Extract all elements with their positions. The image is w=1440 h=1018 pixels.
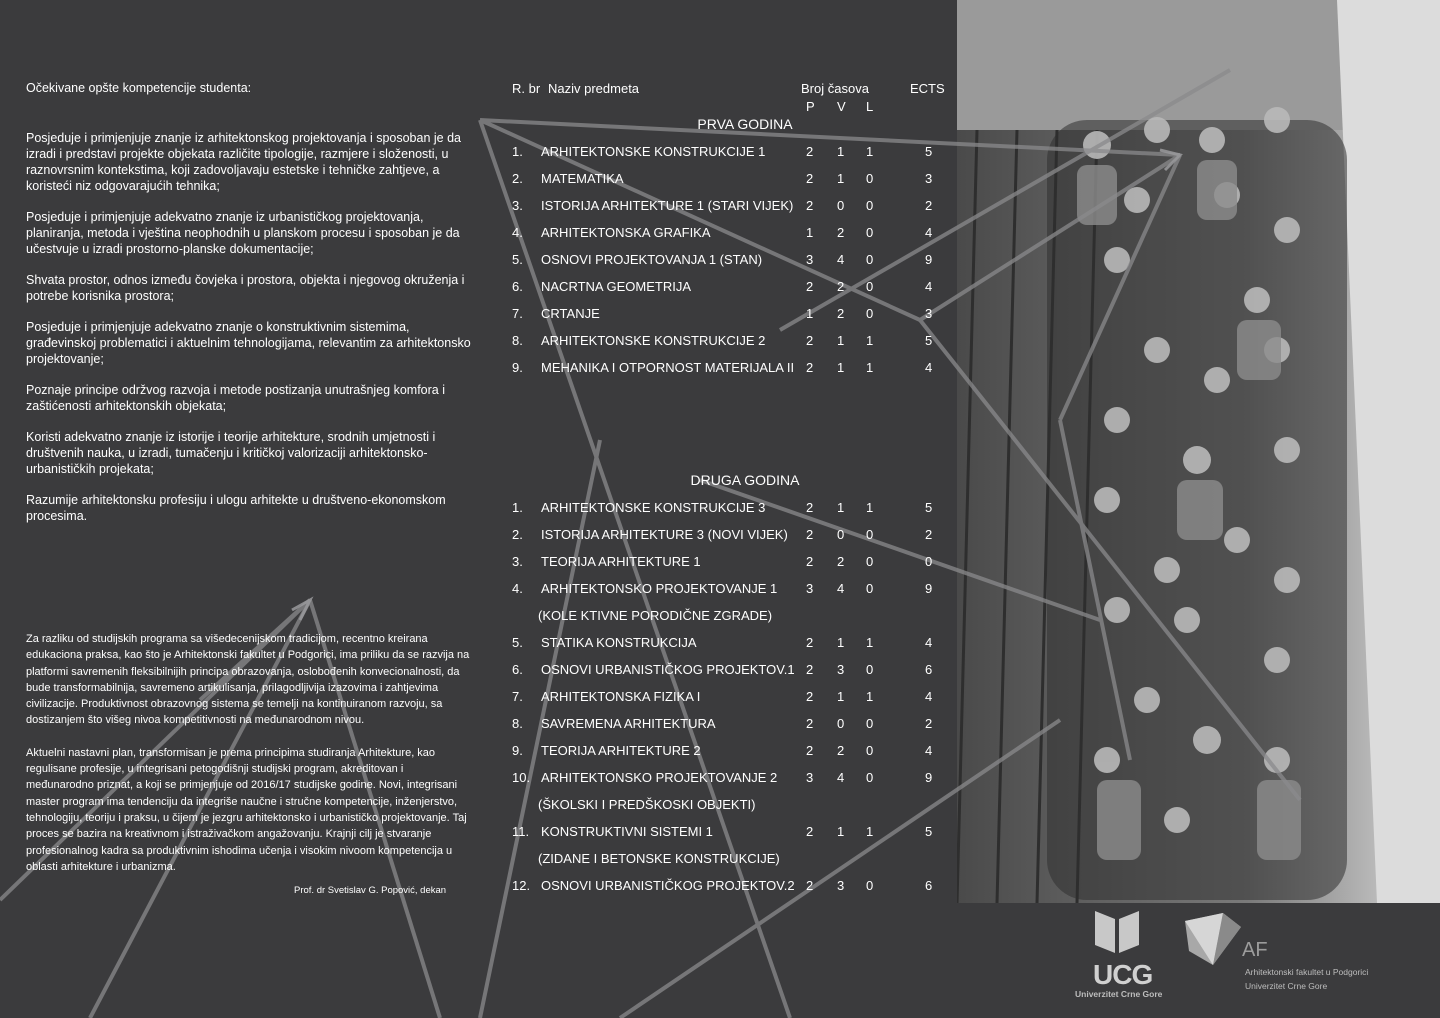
hours-p: 2 (806, 279, 814, 294)
course-row (505, 770, 945, 790)
course-number: 10. (512, 770, 531, 785)
hours-v: 2 (837, 306, 845, 321)
course-name: ARHITEKTONSKA FIZIKA I (541, 689, 701, 704)
course-ects: 4 (925, 279, 933, 294)
hours-l: 0 (866, 743, 874, 758)
intro-paragraph: Aktuelni nastavni plan, transformisan je prema principima studiranja Arhitekture, kao regulisane profesije, u integrisani petogodišnji studijski program, akreditovan i međunarodno priznat, a koji se primjenjuje od 2016/17 studijske godine. Novi, integrisani master program ima tendenciju da integriše naučne i stručne kompetencije, inženjerstvo, tehnologiju, teoriju i praksu, u čijem je jezgru arhitektonsko i urbanističko projektovanje. Taj proces se bazira na kreativnom i istraživačkom angažovanju. Krajnji cilj je stvaranje profesionalnog kadra sa produktivnim ishodima učenja i visokim nivoom kompetencija u oblasti arhitekture i urbanizma. (26, 746, 467, 873)
course-ects: 2 (925, 198, 933, 213)
hours-l: 1 (866, 360, 874, 375)
hours-v: 2 (837, 225, 845, 240)
hours-l: 0 (866, 662, 874, 677)
course-name: ISTORIJA ARHITEKTURE 3 (NOVI VIJEK) (541, 527, 788, 542)
course-number: 7. (512, 306, 523, 321)
course-row (505, 225, 945, 245)
course-row (505, 527, 945, 547)
course-ects: 2 (925, 716, 933, 731)
course-number: 8. (512, 333, 523, 348)
hours-l: 0 (866, 716, 874, 731)
course-ects: 3 (925, 171, 933, 186)
intro-paragraph: Za razliku od studijskih programa sa višedecenijskom tradicijom, recentno kreirana edukaciona praksa, kao što je Arhitektonski fakultet u Podgorici, ima priliku da se razvija na platformi savremenih fleksibilnijih principa obrazovanja, oslobođenih konvecionalnosti, da bude transformabilnija, savremeno artikulisanja, prilagodljivija izazovima i zahtjevima civilizacije. Produktivnost obrazovnog sistema se temelji na kontinuiranom razvoju, sa dostizanjem što višeg nivoa kompetitivnosti na međunarodnom nivou. (26, 633, 470, 727)
hours-v: 0 (837, 716, 845, 731)
course-name: MEHANIKA I OTPORNOST MATERIJALA II (541, 360, 795, 375)
af-logo-text: AF (1242, 939, 1268, 961)
course-row (505, 306, 945, 326)
course-number: 7. (512, 689, 523, 704)
hours-v: 4 (837, 581, 845, 596)
course-ects: 9 (925, 770, 933, 785)
course-name: MATEMATIKA (541, 171, 624, 186)
hours-l: 0 (866, 770, 874, 785)
hours-p: 2 (806, 500, 814, 515)
course-number: 2. (512, 527, 523, 542)
hours-l: 0 (866, 581, 874, 596)
ucg-book-icon (1093, 909, 1143, 955)
course-number: 4. (512, 581, 523, 596)
course-number: 5. (512, 252, 523, 267)
hours-v: 0 (837, 198, 845, 213)
hours-l: 0 (866, 306, 874, 321)
hours-p: 3 (806, 581, 814, 596)
course-row (505, 743, 945, 763)
course-row (505, 252, 945, 272)
hours-v: 1 (837, 500, 845, 515)
hours-l: 1 (866, 500, 874, 515)
course-name-continuation: (ZIDANE I BETONSKE KONSTRUKCIJE) (538, 851, 780, 866)
course-number: 1. (512, 500, 523, 515)
course-name: TEORIJA ARHITEKTURE 1 (541, 554, 701, 569)
hours-l: 0 (866, 225, 874, 240)
logos-bar (957, 903, 1440, 1018)
header-rbr: R. br (512, 81, 541, 96)
header-ects: ECTS (910, 81, 945, 96)
competence-item: Poznaje principe održvog razvoja i metode postizanja unutrašnjeg komfora i zaštićenosti arhitektonskih objekata; (26, 383, 445, 413)
course-ects: 5 (925, 500, 933, 515)
competence-item: Posjeduje i primjenjuje znanje iz arhitektonskog projektovanja i sposoban je da izradi i predstavi projekte objekata različite tipologije, razmjere i složenosti, u raznovrsnim kontekstima, koji zadovoljavaju estetske i tehničke zahtjeve, a koristeći niz odgovarajućih tehnika; (26, 131, 461, 193)
competence-item: Razumije arhitektonsku profesiju i ulogu arhitekte u društveno-ekonomskom procesima. (26, 493, 446, 523)
course-name: OSNOVI URBANISTIČKOG PROJEKTOV.1 (541, 662, 795, 677)
intro-text (26, 631, 474, 891)
course-ects: 4 (925, 225, 933, 240)
course-name: ARHITEKTONSKO PROJEKTOVANJE 2 (541, 770, 778, 785)
course-number: 1. (512, 144, 523, 159)
students-photo-image (957, 0, 1440, 903)
hours-p: 2 (806, 824, 814, 839)
course-name-continuation: (KOLE KTIVNE PORODIČNE ZGRADE) (538, 608, 773, 623)
course-number: 3. (512, 198, 523, 213)
course-ects: 4 (925, 743, 933, 758)
hours-l: 1 (866, 824, 874, 839)
course-ects: 4 (925, 689, 933, 704)
course-name: ARHITEKTONSKE KONSTRUKCIJE 2 (541, 333, 766, 348)
hours-l: 1 (866, 635, 874, 650)
hours-p: 2 (806, 171, 814, 186)
course-number: 4. (512, 225, 523, 240)
course-row (505, 333, 945, 353)
hours-p: 2 (806, 527, 814, 542)
hours-p: 2 (806, 198, 814, 213)
course-row (505, 878, 945, 898)
hours-v: 1 (837, 824, 845, 839)
hours-p: 2 (806, 743, 814, 758)
hours-v: 1 (837, 333, 845, 348)
course-name: ARHITEKTONSKE KONSTRUKCIJE 3 (541, 500, 766, 515)
course-row (505, 171, 945, 191)
header-broj-casova: Broj časova (801, 81, 869, 96)
course-number: 8. (512, 716, 523, 731)
course-name: STATIKA KONSTRUKCIJA (541, 635, 697, 650)
course-ects: 4 (925, 635, 933, 650)
course-number: 9. (512, 743, 523, 758)
course-ects: 2 (925, 527, 933, 542)
course-number: 3. (512, 554, 523, 569)
hours-v: 1 (837, 360, 845, 375)
course-ects: 5 (925, 824, 933, 839)
course-ects: 6 (925, 878, 933, 893)
competences-list (26, 130, 481, 539)
hours-v: 4 (837, 252, 845, 267)
hours-v: 1 (837, 635, 845, 650)
course-number: 6. (512, 279, 523, 294)
students-photo (957, 0, 1440, 903)
course-ects: 5 (925, 144, 933, 159)
hours-v: 3 (837, 878, 845, 893)
hours-l: 0 (866, 554, 874, 569)
header-p: P (806, 99, 815, 114)
course-name: TEORIJA ARHITEKTURE 2 (541, 743, 701, 758)
course-name: ARHITEKTONSKE KONSTRUKCIJE 1 (541, 144, 766, 159)
course-row (505, 689, 945, 709)
hours-l: 0 (866, 279, 874, 294)
hours-p: 3 (806, 770, 814, 785)
header-l: L (866, 99, 874, 114)
course-row (505, 279, 945, 299)
hours-v: 4 (837, 770, 845, 785)
course-name: KONSTRUKTIVNI SISTEMI 1 (541, 824, 713, 839)
hours-p: 1 (806, 306, 814, 321)
course-ects: 6 (925, 662, 933, 677)
hours-v: 3 (837, 662, 845, 677)
header-naziv: Naziv predmeta (548, 81, 640, 96)
course-name: ARHITEKTONSKA GRAFIKA (541, 225, 711, 240)
hours-l: 0 (866, 878, 874, 893)
course-row (505, 198, 945, 218)
course-ects: 5 (925, 333, 933, 348)
hours-p: 3 (806, 252, 814, 267)
course-number: 6. (512, 662, 523, 677)
course-name: NACRTNA GEOMETRIJA (541, 279, 692, 294)
hours-p: 2 (806, 689, 814, 704)
competence-item: Shvata prostor, odnos između čovjeka i prostora, objekta i njegovog okruženja i potrebe korisnika prostora; (26, 273, 465, 303)
course-row (505, 500, 945, 520)
course-number: 9. (512, 360, 523, 375)
course-ects: 0 (925, 554, 933, 569)
course-number: 11. (512, 824, 530, 839)
hours-p: 2 (806, 878, 814, 893)
hours-l: 1 (866, 689, 874, 704)
year-title: PRVA GODINA (697, 116, 793, 132)
hours-v: 1 (837, 144, 845, 159)
hours-p: 2 (806, 662, 814, 677)
ucg-logo-text: UCG (1093, 959, 1153, 990)
course-ects: 4 (925, 360, 933, 375)
year-title: DRUGA GODINA (690, 472, 800, 488)
af-logo-university: Univerzitet Crne Gore (1245, 981, 1328, 991)
course-name: ISTORIJA ARHITEKTURE 1 (STARI VIJEK) (541, 198, 794, 213)
course-name: ARHITEKTONSKO PROJEKTOVANJE 1 (541, 581, 778, 596)
course-name-continuation: (ŠKOLSKI I PREDŠKOSKI OBJEKTI) (538, 797, 756, 812)
course-row (505, 554, 945, 574)
header-v: V (837, 99, 846, 114)
course-row (505, 144, 945, 164)
course-number: 5. (512, 635, 523, 650)
hours-l: 0 (866, 171, 874, 186)
competence-item: Koristi adekvatno znanje iz istorije i teorije arhitekture, srodnih umjetnosti i društvenih nauka, u izradi, tumačenju i kritičkoj valorizaciji arhitektonsko-urbanističkih projekata; (26, 430, 436, 476)
hours-l: 0 (866, 198, 874, 213)
course-row (505, 360, 945, 380)
hours-v: 1 (837, 171, 845, 186)
hours-p: 2 (806, 554, 814, 569)
hours-v: 2 (837, 554, 845, 569)
hours-l: 0 (866, 527, 874, 542)
hours-v: 1 (837, 689, 845, 704)
course-ects: 9 (925, 581, 933, 596)
dean-signature: Prof. dr Svetislav G. Popović, dekan (294, 885, 447, 896)
course-name: OSNOVI PROJEKTOVANJA 1 (STAN) (541, 252, 763, 267)
hours-v: 2 (837, 279, 845, 294)
hours-p: 1 (806, 225, 814, 240)
ucg-logo-subtitle: Univerzitet Crne Gore (1075, 989, 1163, 999)
course-row (505, 635, 945, 655)
course-name: SAVREMENA ARHITEKTURA (541, 716, 716, 731)
course-name: OSNOVI URBANISTIČKOG PROJEKTOV.2 (541, 878, 795, 893)
course-row (505, 662, 945, 682)
hours-v: 2 (837, 743, 845, 758)
af-logo-icon (1183, 911, 1243, 967)
course-number: 12. (512, 878, 531, 893)
hours-p: 2 (806, 333, 814, 348)
hours-l: 1 (866, 144, 874, 159)
course-row (505, 581, 945, 601)
hours-p: 2 (806, 635, 814, 650)
course-number: 2. (512, 171, 523, 186)
hours-p: 2 (806, 144, 814, 159)
hours-v: 0 (837, 527, 845, 542)
hours-l: 0 (866, 252, 874, 267)
hours-p: 2 (806, 716, 814, 731)
course-row (505, 716, 945, 736)
competence-item: Posjeduje i primjenjuje adekvatno znanje iz urbanističkog projektovanja, planiranja, metoda i vještina neophodnih u planskom procesu i sposoban je da učestvuje u izradi prostorno-planske dokumentacije; (26, 210, 460, 256)
hours-p: 2 (806, 360, 814, 375)
competences-title: Očekivane opšte kompetencije studenta: (26, 81, 252, 95)
course-row (505, 824, 945, 844)
af-logo-subtitle: Arhitektonski fakultet u Podgorici (1245, 967, 1369, 977)
course-name: CRTANJE (541, 306, 600, 321)
competence-item: Posjeduje i primjenjuje adekvatno znanje o konstruktivnim sistemima, građevinskoj problematici i aktuelnim tehnologijama, relevantim za arhitektonsko projektovanje; (26, 320, 471, 366)
course-ects: 3 (925, 306, 933, 321)
course-ects: 9 (925, 252, 933, 267)
hours-l: 1 (866, 333, 874, 348)
